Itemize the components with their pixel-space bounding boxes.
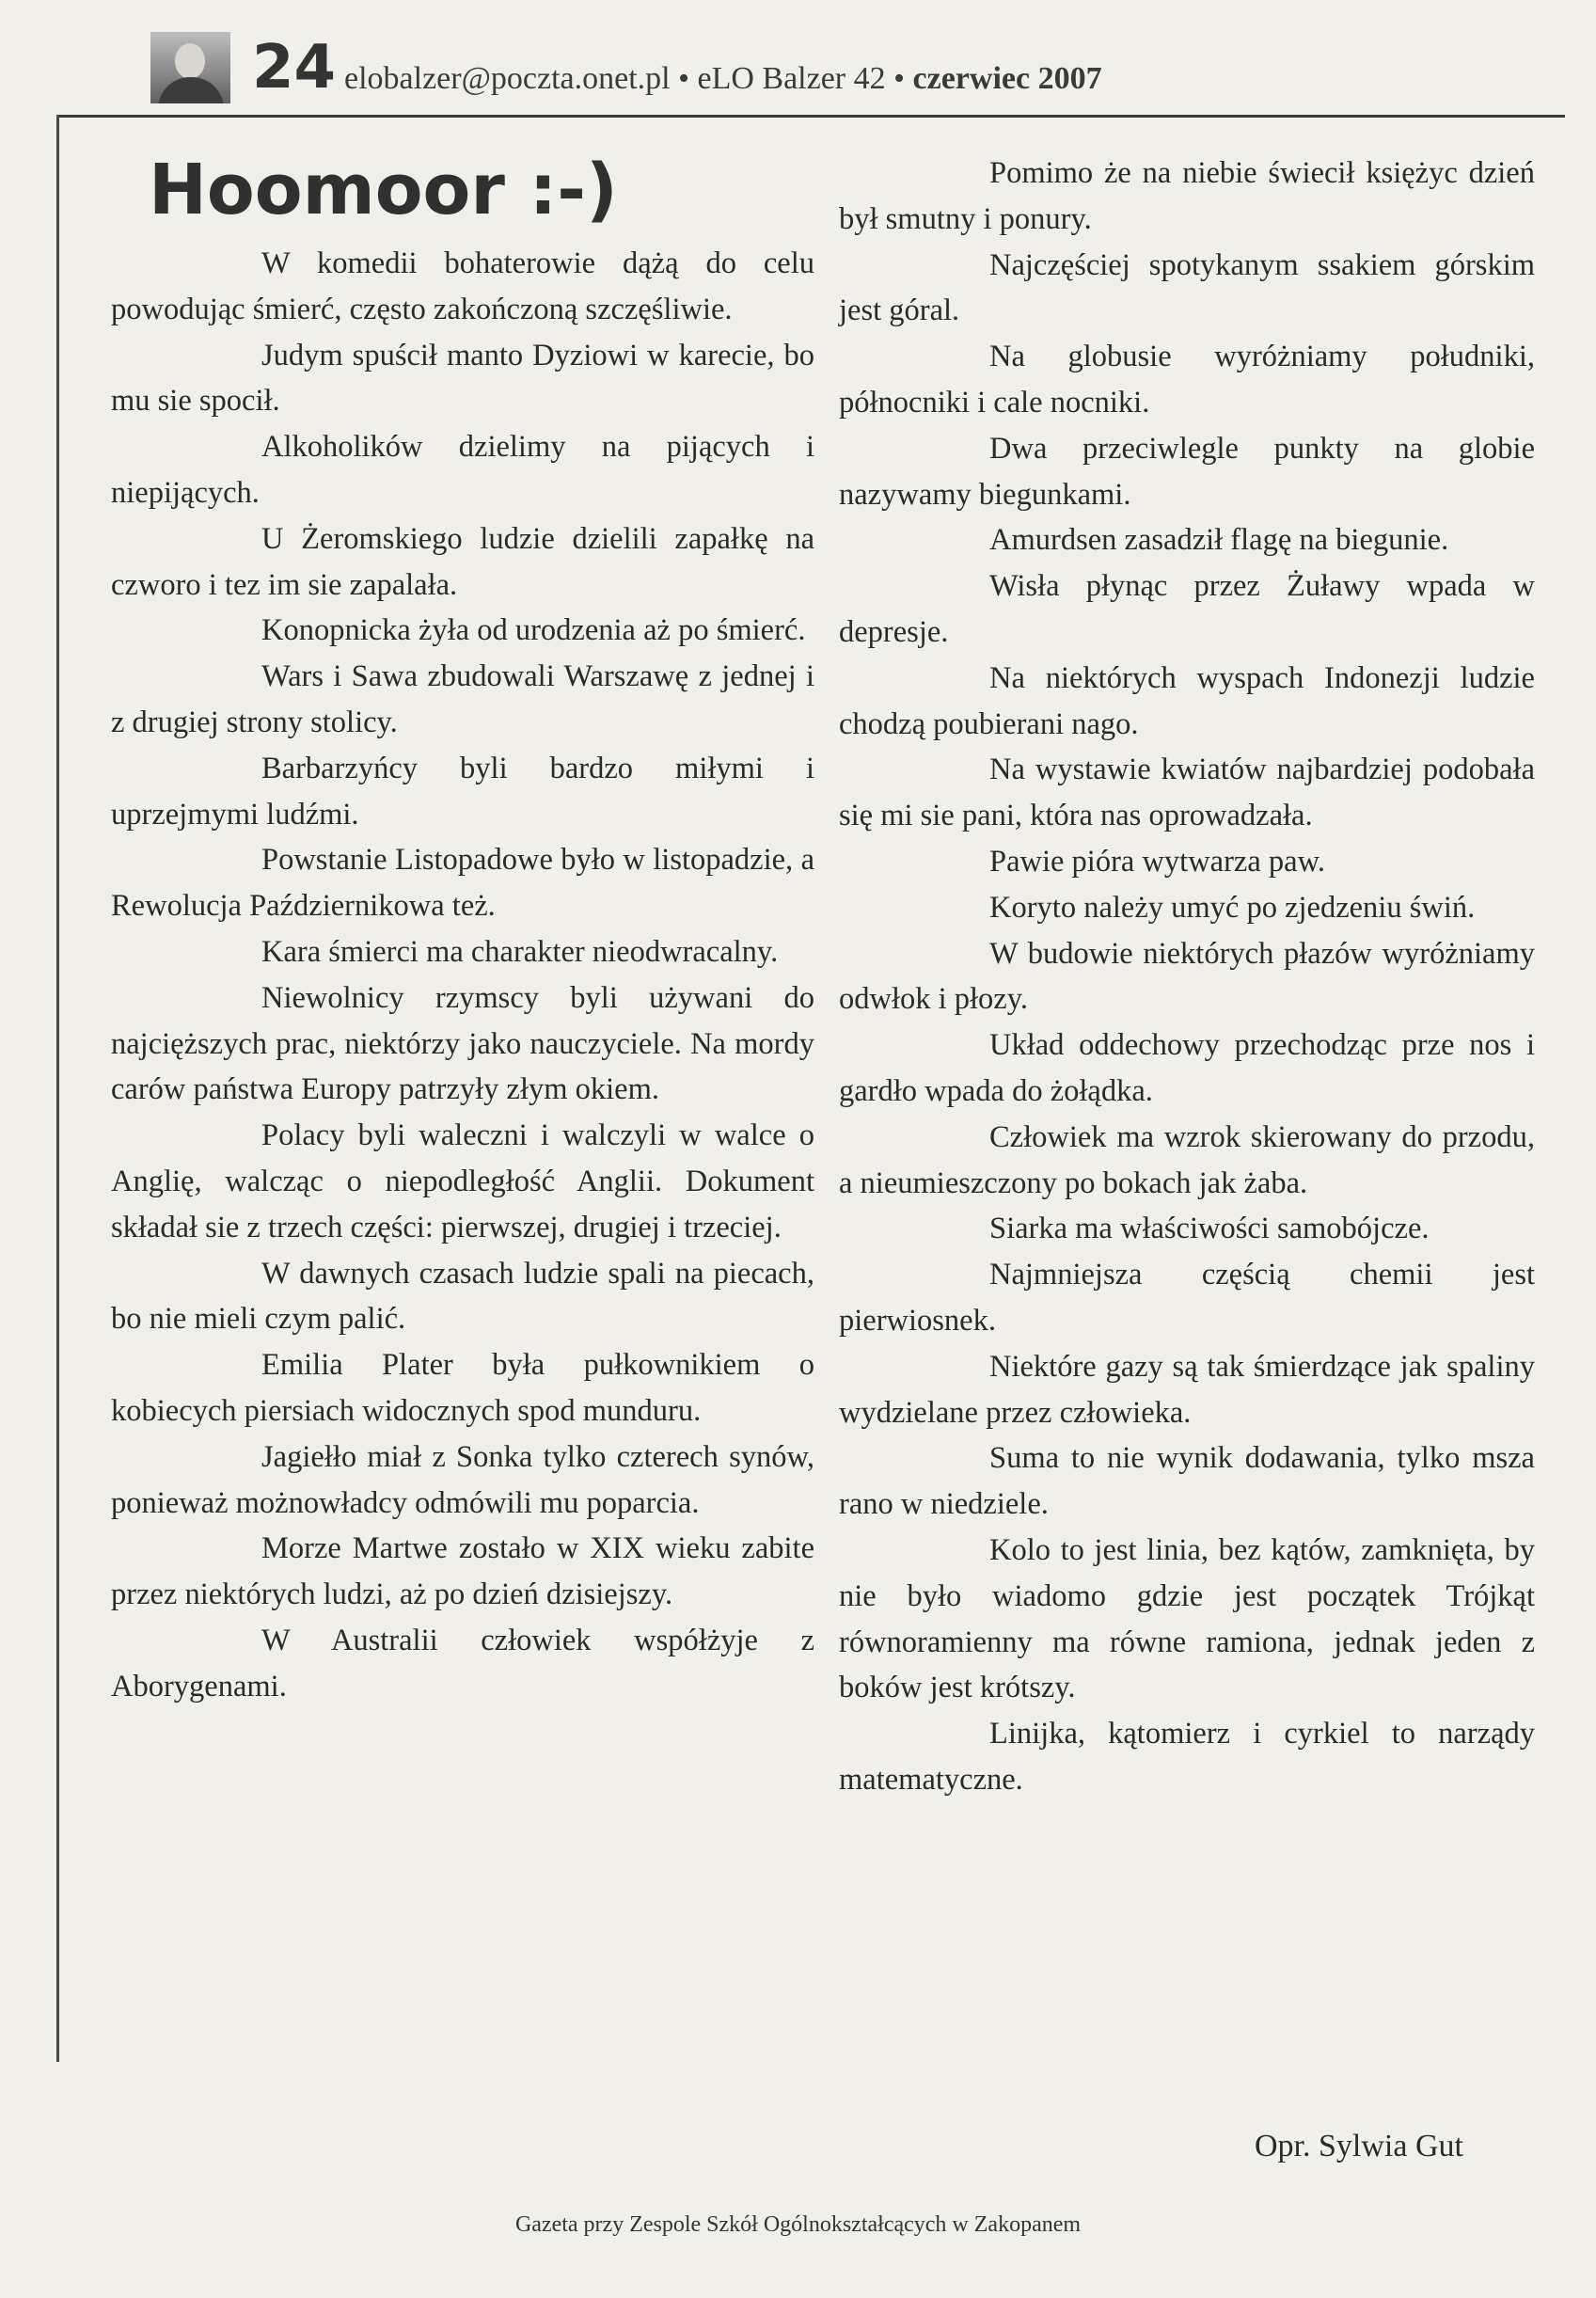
joke-paragraph: U Żeromskiego ludzie dzielili zapałkę na czworo i tez im sie zapalała. bbox=[111, 521, 814, 602]
joke-paragraph: W komedii bohaterowie dążą do celu powodując śmierć, często zakończoną szczęśliwie. bbox=[111, 246, 814, 326]
header-date: czerwiec 2007 bbox=[912, 61, 1102, 96]
joke-paragraph: Niewolnicy rzymscy byli używani do najcięższych prac, niektórzy jako nauczyciele. Na mordy carów państwa Europy patrzyły złym okiem. bbox=[111, 980, 814, 1107]
joke-paragraph: Kolo to jest linia, bez kątów, zamknięta, by nie było wiadomo gdzie jest początek Trójkąt równoramienny ma równe ramiona, jednak jeden z boków jest krótszy. bbox=[839, 1532, 1535, 1705]
left-border-rule bbox=[56, 115, 59, 2062]
joke-paragraph: Linijka, kątomierz i cyrkiel to narządy matematyczne. bbox=[839, 1717, 1535, 1797]
joke-paragraph: Powstanie Listopadowe było w listopadzie, a Rewolucja Październikowa też. bbox=[111, 843, 814, 924]
joke-paragraph: Siarka ma właściwości samobójcze. bbox=[989, 1212, 1430, 1246]
joke-paragraph: Barbarzyńcy byli bardzo miłymi i uprzejmymi ludźmi. bbox=[111, 751, 814, 832]
joke-paragraph: Pawie pióra wytwarza paw. bbox=[989, 844, 1326, 879]
joke-paragraph: Na globusie wyróżniamy południki, północniki i cale nocniki. bbox=[839, 340, 1535, 420]
joke-paragraph: Człowiek ma wzrok skierowany do przodu, a nieumieszczony po bokach jak żaba. bbox=[839, 1119, 1535, 1200]
joke-paragraph: Polacy byli waleczni i walczyli w walce o Anglię, walcząc o niepodległość Anglii. Dokument składał sie z trzech części: pierwszej, drugiej i trzeciej. bbox=[111, 1118, 814, 1244]
joke-paragraph: W dawnych czasach ludzie spali na piecach, bo nie mieli czym palić. bbox=[111, 1256, 814, 1337]
joke-paragraph: Na wystawie kwiatów najbardziej podobała się mi sie pani, która nas oprowadzała. bbox=[839, 753, 1535, 833]
page-header bbox=[150, 32, 1561, 107]
joke-paragraph: Wars i Sawa zbudowali Warszawę z jednej i z drugiej strony stolicy. bbox=[111, 659, 814, 739]
joke-paragraph: Morze Martwe zostało w XIX wieku zabite przez niektórych ludzi, aż po dzień dzisiejszy. bbox=[111, 1531, 814, 1612]
header-email-issue: elobalzer@poczta.onet.pl • eLO Balzer 42 • bbox=[344, 61, 913, 96]
joke-paragraph: Emilia Plater była pułkownikiem o kobiecych piersiach widocznych spod munduru. bbox=[111, 1348, 814, 1428]
left-column bbox=[111, 241, 814, 1710]
article-author: Opr. Sylwia Gut bbox=[1255, 2129, 1463, 2163]
joke-paragraph: Niektóre gazy są tak śmierdzące jak spaliny wydzielane przez człowieka. bbox=[839, 1349, 1535, 1430]
joke-paragraph: Alkoholików dzielimy na pijących i niepijących. bbox=[111, 430, 814, 510]
header-rule bbox=[58, 115, 1565, 118]
joke-paragraph: Najmniejsza częścią chemii jest pierwiosnek. bbox=[839, 1258, 1535, 1338]
joke-paragraph: Koryto należy umyć po zjedzeniu świń. bbox=[989, 890, 1476, 925]
joke-paragraph: Na niektórych wyspach Indonezji ludzie chodzą poubierani nago. bbox=[839, 660, 1535, 741]
page-footer: Gazeta przy Zespole Szkół Ogólnokształcących w Zakopanem bbox=[514, 2212, 1082, 2237]
author-photo bbox=[150, 32, 230, 103]
joke-paragraph: Układ oddechowy przechodząc prze nos i gardło wpada do żołądka. bbox=[839, 1028, 1535, 1108]
joke-paragraph: W Australii człowiek współżyje z Aborygenami. bbox=[111, 1623, 814, 1704]
joke-paragraph: Jagiełło miał z Sonka tylko czterech synów, ponieważ możnowładcy odmówili mu poparcia. bbox=[111, 1439, 814, 1520]
article-title: Hoomoor :-) bbox=[149, 150, 618, 230]
joke-paragraph: Suma to nie wynik dodawania, tylko msza rano w niedziele. bbox=[839, 1441, 1535, 1522]
joke-paragraph: Pomimo że na niebie świecił księżyc dzień był smutny i ponury. bbox=[839, 156, 1535, 236]
right-column bbox=[839, 151, 1535, 1803]
joke-paragraph: Wisła płynąc przez Żuławy wpada w depresje. bbox=[839, 569, 1535, 649]
page-number: 24 bbox=[252, 33, 337, 103]
header-info bbox=[344, 60, 1102, 98]
joke-paragraph: Konopnicka żyła od urodzenia aż po śmierć. bbox=[261, 613, 806, 648]
joke-paragraph: Judym spuścił manto Dyziowi w karecie, bo mu sie spocił. bbox=[111, 338, 814, 419]
joke-paragraph: Najczęściej spotykanym ssakiem górskim jest góral. bbox=[839, 247, 1535, 328]
joke-paragraph: Kara śmierci ma charakter nieodwracalny. bbox=[261, 934, 779, 969]
joke-paragraph: W budowie niektórych płazów wyróżniamy odwłok i płozy. bbox=[839, 936, 1535, 1017]
joke-paragraph: Dwa przeciwlegle punkty na globie nazywamy biegunkami. bbox=[839, 431, 1535, 512]
joke-paragraph: Amurdsen zasadził flagę na biegunie. bbox=[989, 523, 1449, 558]
